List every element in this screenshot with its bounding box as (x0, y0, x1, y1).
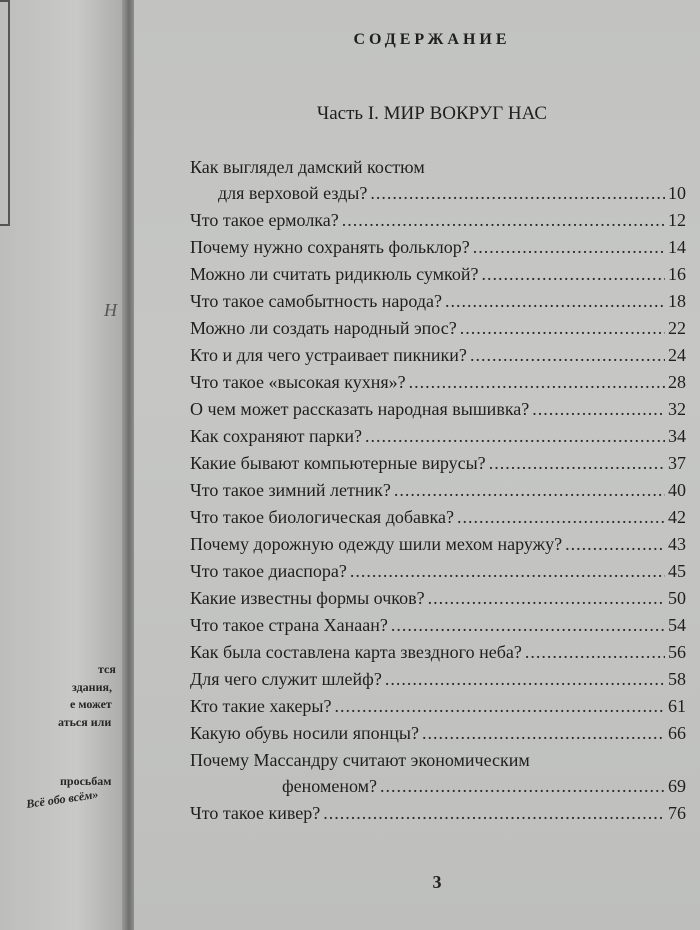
toc-entry-page: 69 (668, 776, 686, 796)
toc-entry-title: Что такое страна Ханаан? (190, 615, 388, 635)
left-page-fragment: е может (70, 697, 112, 711)
toc-entry (190, 477, 686, 504)
toc-entry-page: 22 (668, 318, 686, 338)
toc-entry-title: Что такое «высокая кухня»? (190, 372, 406, 392)
toc-entry-title: Кто и для чего устраивает пикники? (190, 345, 467, 365)
toc-entry-title: Можно ли создать народный эпос? (190, 318, 457, 338)
toc-entry-page: 42 (668, 507, 686, 527)
toc-entry (190, 666, 686, 693)
left-page-fragment: Всё обо всём» (25, 787, 100, 811)
toc-entry-page: 58 (668, 669, 686, 689)
dot-leader (473, 234, 665, 261)
dot-leader (380, 773, 665, 800)
toc-entry-title: Что такое диаспора? (190, 561, 347, 581)
dot-leader (394, 477, 665, 504)
dot-leader (525, 639, 665, 666)
toc-entry-title-line1: Почему Массандру считают экономическим (190, 750, 530, 770)
dot-leader (445, 288, 665, 315)
left-page-fragment: просьбам (60, 774, 112, 788)
toc-entry-title: феноменом? (282, 776, 377, 796)
left-page-frame (0, 0, 10, 226)
toc-entry-title: Что такое самобытность народа? (190, 291, 443, 311)
toc-entry-page: 32 (668, 399, 686, 419)
dot-leader (409, 369, 665, 396)
toc-entry (190, 531, 686, 558)
toc-entry-page: 14 (668, 237, 686, 257)
toc-entry-title: Как была составлена карта звездного неба? (190, 642, 522, 662)
toc-entry (190, 369, 686, 396)
toc-entry-page: 50 (668, 588, 686, 608)
toc-entry (190, 800, 686, 827)
toc-entry-title: Кто такие хакеры? (190, 696, 332, 716)
toc-entry-title: Что такое зимний летник? (190, 480, 391, 500)
dot-leader (385, 666, 665, 693)
left-page-fragment: тся (98, 662, 116, 676)
toc-entry-title: для верховой езды? (218, 183, 368, 203)
toc-entry-title: Как сохраняют парки? (190, 426, 363, 446)
toc-entry-title: Для чего служит шлейф? (190, 669, 382, 689)
left-page-fragment: Н (104, 300, 117, 320)
toc-entry (190, 261, 686, 288)
dot-leader (350, 558, 665, 585)
toc-entry-page: 76 (668, 803, 686, 823)
toc-entry-page: 12 (668, 210, 686, 230)
toc-entry-title: Что такое биологическая добавка? (190, 507, 454, 527)
toc-entry-title-line1: Как выглядел дамский костюм (190, 157, 425, 177)
dot-leader (457, 504, 665, 531)
toc-entry-title: Можно ли считать ридикюль сумкой? (190, 264, 479, 284)
table-of-contents (190, 154, 686, 827)
toc-entry-title: О чем может рассказать народная вышивка? (190, 399, 530, 419)
toc-entry (190, 423, 686, 450)
dot-leader (565, 531, 665, 558)
toc-entry-page: 45 (668, 561, 686, 581)
toc-entry (190, 234, 686, 261)
dot-leader (532, 396, 665, 423)
dot-leader (370, 180, 665, 207)
left-page-fragment: здания, (72, 680, 112, 694)
toc-entry (190, 288, 686, 315)
toc-entry-page: 34 (668, 426, 686, 446)
dot-leader (482, 261, 665, 288)
toc-entry (190, 612, 686, 639)
part-title: Часть I. МИР ВОКРУГ НАС (316, 103, 548, 124)
toc-entry-title: Какую обувь носили японцы? (190, 723, 419, 743)
toc-entry (190, 504, 686, 531)
toc-entry-page: 66 (668, 723, 686, 743)
toc-entry (190, 207, 686, 234)
dot-leader (323, 800, 665, 827)
toc-entry-title: Что такое кивер? (190, 803, 321, 823)
toc-entry (190, 720, 686, 747)
left-page (0, 0, 128, 930)
toc-entry (190, 315, 686, 342)
toc-entry (190, 693, 686, 720)
dot-leader (489, 450, 665, 477)
dot-leader (460, 315, 665, 342)
toc-entry (190, 396, 686, 423)
dot-leader (470, 342, 665, 369)
toc-entry-page: 43 (668, 534, 686, 554)
toc-entry-page: 54 (668, 615, 686, 635)
toc-entry-title: Почему дорожную одежду шили мехом наружу? (190, 534, 563, 554)
toc-entry-page: 61 (668, 696, 686, 716)
toc-entry-page: 10 (668, 183, 686, 203)
toc-entry-title: Почему нужно сохранять фольклор? (190, 237, 470, 257)
page-number: 3 (432, 872, 442, 892)
toc-entry (190, 450, 686, 477)
toc-entry (190, 342, 686, 369)
toc-entry-page: 28 (668, 372, 686, 392)
toc-entry (190, 154, 686, 207)
dot-leader (391, 612, 665, 639)
toc-entry (190, 639, 686, 666)
toc-entry-title: Какие бывают компьютерные вирусы? (190, 453, 486, 473)
dot-leader (342, 207, 665, 234)
toc-entry-page: 56 (668, 642, 686, 662)
toc-entry-title: Какие известны формы очков? (190, 588, 425, 608)
dot-leader (422, 720, 665, 747)
toc-entry (190, 585, 686, 612)
toc-entry-page: 40 (668, 480, 686, 500)
dot-leader (428, 585, 665, 612)
toc-entry-page: 24 (668, 345, 686, 365)
toc-entry-page: 37 (668, 453, 686, 473)
toc-entry-page: 18 (668, 291, 686, 311)
toc-entry (190, 558, 686, 585)
dot-leader (365, 423, 665, 450)
toc-entry (190, 747, 686, 800)
dot-leader (335, 693, 665, 720)
left-page-fragment: аться или (58, 715, 112, 729)
contents-heading: СОДЕРЖАНИЕ (353, 31, 511, 48)
toc-entry-title: Что такое ермолка? (190, 210, 339, 230)
contents-page (134, 0, 700, 930)
toc-entry-page: 16 (668, 264, 686, 284)
